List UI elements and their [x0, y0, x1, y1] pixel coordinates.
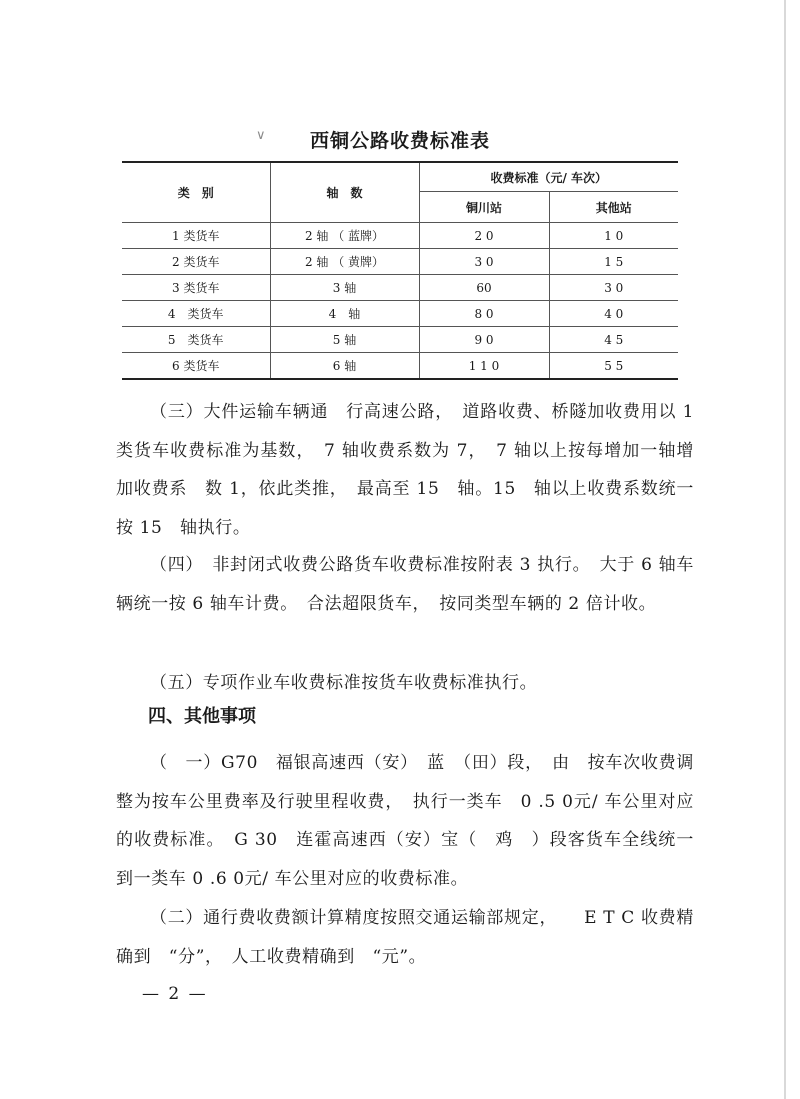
cell-axles: 6 轴: [270, 353, 419, 380]
header-category: 类 别: [122, 162, 270, 223]
header-fee-standard: 收费标准（元/ 车次）: [419, 162, 678, 192]
header-other: 其他站: [549, 192, 678, 223]
cell-tongchuan: 9 0: [419, 327, 549, 353]
cell-tongchuan: 3 0: [419, 249, 549, 275]
paragraph-four: （四） 非封闭式收费公路货车收费标准按附表 3 执行。 大于 6 轴车辆统一按 6 轴车计费。 合法超限货车， 按同类型车辆的 2 倍计收。: [116, 555, 694, 614]
cell-axles: 2 轴 （ 黄牌）: [270, 249, 419, 275]
cell-axles: 5 轴: [270, 327, 419, 353]
fee-table: [122, 161, 678, 380]
cell-tongchuan: 60: [419, 275, 549, 301]
cell-other: 3 0: [549, 275, 678, 301]
item-one: （ 一）G70 福银高速西（安） 蓝 （田）段， 由 按车次收费调整为按车公里费率及行驶里程收费， 执行一类车 0 .5 0元/ 车公里对应的收费标准。 G 30 连霍高速西（安）宝（ 鸡 ）段客货车全线统一到一类车 0 .6 0元/ 车公里对应的收费标准。: [116, 753, 694, 889]
table-row: [122, 301, 678, 327]
cell-category: 1 类货车: [122, 223, 270, 249]
header-tongchuan: 铜川站: [419, 192, 549, 223]
page-number: — 2 —: [142, 984, 208, 1004]
table-row: [122, 353, 678, 380]
table-row: [122, 223, 678, 249]
cell-other: 1 5: [549, 249, 678, 275]
cell-axles: 3 轴: [270, 275, 419, 301]
cell-category: 2 类货车: [122, 249, 270, 275]
paragraph-five: （五）专项作业车收费标准按货车收费标准执行。: [150, 673, 538, 693]
cell-other: 4 5: [549, 327, 678, 353]
cell-category: 4 类货车: [122, 301, 270, 327]
cell-tongchuan: 1 1 0: [419, 353, 549, 380]
cell-other: 4 0: [549, 301, 678, 327]
cell-tongchuan: 2 0: [419, 223, 549, 249]
cell-category: 5 类货车: [122, 327, 270, 353]
table-row: [122, 275, 678, 301]
item-two: （二）通行费收费额计算精度按照交通运输部规定， E T C 收费精确到 “分”， 人工收费精确到 “元”。: [116, 908, 694, 967]
cell-axles: 2 轴 （ 蓝牌）: [270, 223, 419, 249]
cell-category: 3 类货车: [122, 275, 270, 301]
cell-tongchuan: 8 0: [419, 301, 549, 327]
page-edge: [784, 0, 786, 1099]
paragraph-three: （三）大件运输车辆通 行高速公路， 道路收费、桥隧加收费用以 1 类货车收费标准为基数， 7 轴收费系数为 7， 7 轴以上按每增加一轴增加收费系 数 1，依此类推， 最高至 15 轴。15 轴以上收费系数统一按 15 轴执行。: [116, 402, 694, 538]
table-row: [122, 327, 678, 353]
table-row: [122, 249, 678, 275]
cell-other: 1 0: [549, 223, 678, 249]
cell-axles: 4 轴: [270, 301, 419, 327]
scan-mark: ∨: [256, 128, 266, 143]
table-title: 西铜公路收费标准表: [309, 130, 490, 152]
cell-category: 6 类货车: [122, 353, 270, 380]
header-axles: 轴 数: [270, 162, 419, 223]
cell-other: 5 5: [549, 353, 678, 380]
section-heading: 四、其他事项: [148, 706, 256, 727]
